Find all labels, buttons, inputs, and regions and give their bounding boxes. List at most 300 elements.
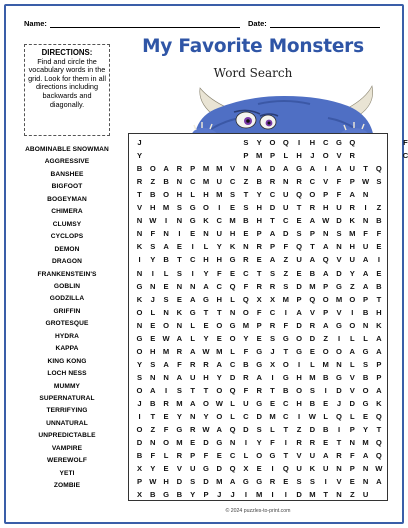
grid-letter[interactable]: Z [283, 268, 289, 278]
grid-letter[interactable]: R [203, 359, 209, 369]
grid-letter[interactable]: P [376, 359, 382, 369]
grid-letter[interactable]: A [322, 451, 329, 461]
grid-letter[interactable]: Z [349, 490, 355, 500]
letter-grid[interactable] [128, 133, 408, 501]
grid-letter[interactable]: P [190, 451, 196, 461]
grid-letter[interactable]: F [243, 346, 249, 356]
grid-letter[interactable]: S [283, 281, 289, 291]
grid-letter[interactable]: E [230, 203, 236, 213]
grid-letter[interactable]: N [176, 320, 183, 330]
grid-letter[interactable]: R [309, 203, 316, 213]
grid-letter[interactable]: D [283, 229, 289, 239]
grid-letter[interactable]: N [136, 216, 143, 226]
grid-letter[interactable]: G [296, 346, 303, 356]
grid-letter[interactable]: J [270, 346, 275, 356]
grid-letter[interactable]: T [376, 294, 382, 304]
grid-letter[interactable]: S [230, 190, 236, 200]
grid-letter[interactable]: P [376, 372, 382, 382]
grid-letter[interactable]: B [322, 425, 329, 435]
grid-letter[interactable]: S [176, 203, 182, 213]
grid-letter[interactable]: D [216, 464, 223, 474]
grid-letter[interactable]: A [322, 242, 329, 252]
grid-letter[interactable]: T [270, 385, 275, 395]
grid-letter[interactable]: H [229, 229, 236, 239]
grid-letter[interactable]: V [336, 151, 342, 161]
grid-letter[interactable]: O [322, 346, 329, 356]
grid-letter[interactable]: P [296, 294, 302, 304]
grid-letter[interactable]: T [137, 190, 142, 200]
grid-letter[interactable]: U [283, 203, 289, 213]
grid-letter[interactable]: I [298, 138, 301, 147]
grid-letter[interactable]: V [336, 255, 342, 265]
grid-letter[interactable]: W [375, 464, 383, 474]
grid-letter[interactable]: D [296, 490, 302, 500]
grid-letter[interactable]: G [189, 216, 196, 226]
grid-letter[interactable]: N [136, 320, 143, 330]
grid-letter[interactable]: N [189, 412, 196, 422]
grid-letter[interactable]: N [243, 164, 249, 174]
grid-letter[interactable]: H [296, 372, 302, 382]
grid-letter[interactable]: Y [203, 333, 209, 343]
grid-letter[interactable]: T [190, 385, 195, 395]
grid-letter[interactable]: Y [136, 151, 143, 161]
grid-letter[interactable]: R [349, 151, 356, 161]
grid-letter[interactable]: F [150, 229, 156, 239]
grid-letter[interactable]: T [310, 242, 315, 252]
grid-letter[interactable]: B [309, 399, 316, 408]
grid-letter[interactable]: L [230, 294, 235, 304]
grid-letter[interactable]: C [283, 399, 289, 408]
grid-letter[interactable]: S [190, 477, 196, 487]
grid-letter[interactable]: G [203, 464, 209, 474]
grid-letter[interactable]: U [243, 399, 249, 408]
grid-letter[interactable]: O [309, 190, 316, 200]
grid-letter[interactable]: H [376, 307, 382, 317]
grid-letter[interactable]: E [216, 333, 222, 343]
grid-letter[interactable]: B [362, 372, 369, 382]
grid-letter[interactable]: G [163, 490, 170, 500]
grid-letter[interactable]: I [165, 385, 168, 395]
grid-letter[interactable]: L [190, 190, 195, 200]
grid-letter[interactable]: O [136, 425, 143, 435]
grid-letter[interactable]: M [176, 399, 183, 408]
grid-letter[interactable]: A [376, 385, 382, 395]
grid-letter[interactable]: O [203, 399, 209, 408]
grid-letter[interactable]: M [229, 216, 236, 226]
grid-letter[interactable]: S [296, 229, 302, 239]
grid-letter[interactable]: N [362, 477, 369, 487]
date-line[interactable] [270, 19, 380, 28]
grid-letter[interactable]: X [269, 359, 276, 369]
grid-letter[interactable]: L [190, 333, 195, 343]
grid-letter[interactable]: N [243, 242, 249, 252]
grid-letter[interactable]: W [162, 333, 170, 343]
grid-letter[interactable]: T [283, 425, 289, 435]
grid-letter[interactable]: O [163, 190, 170, 200]
grid-letter[interactable]: Y [243, 333, 249, 343]
grid-letter[interactable]: X [243, 464, 249, 474]
grid-letter[interactable]: V [336, 477, 342, 487]
grid-letter[interactable]: E [309, 346, 315, 356]
grid-letter[interactable]: T [177, 255, 182, 265]
grid-letter[interactable]: N [283, 177, 289, 187]
grid-letter[interactable]: R [189, 425, 196, 435]
grid-letter[interactable]: Q [296, 242, 303, 252]
grid-letter[interactable]: D [336, 216, 342, 226]
grid-letter[interactable]: Q [229, 281, 236, 291]
grid-letter[interactable]: A [309, 216, 316, 226]
grid-letter[interactable]: D [243, 425, 249, 435]
grid-letter[interactable]: M [335, 294, 343, 304]
grid-letter[interactable]: H [256, 216, 262, 226]
grid-letter[interactable]: L [270, 425, 275, 435]
grid-letter[interactable]: T [243, 190, 249, 200]
grid-letter[interactable]: R [176, 451, 183, 461]
grid-letter[interactable]: I [284, 490, 287, 500]
grid-letter[interactable]: L [310, 359, 315, 369]
grid-letter[interactable]: S [363, 359, 369, 369]
grid-letter[interactable]: I [337, 425, 341, 435]
grid-letter[interactable]: C [269, 307, 276, 317]
grid-letter[interactable]: A [216, 359, 223, 369]
grid-letter[interactable]: A [256, 164, 262, 174]
grid-letter[interactable]: E [176, 242, 182, 252]
grid-letter[interactable]: Q [349, 138, 356, 147]
grid-letter[interactable]: F [376, 229, 382, 239]
grid-letter[interactable]: E [163, 464, 169, 474]
grid-letter[interactable]: Q [229, 385, 236, 395]
grid-letter[interactable]: O [269, 138, 276, 147]
grid-letter[interactable]: H [203, 255, 209, 265]
grid-letter[interactable]: A [269, 229, 276, 239]
grid-letter[interactable]: A [349, 190, 356, 200]
grid-letter[interactable]: S [296, 477, 302, 487]
grid-letter[interactable]: H [349, 242, 356, 252]
grid-letter[interactable]: T [296, 203, 302, 213]
grid-letter[interactable]: E [150, 333, 156, 343]
grid-letter[interactable]: R [269, 281, 276, 291]
grid-letter[interactable]: P [203, 490, 209, 500]
grid-letter[interactable]: G [203, 294, 209, 304]
grid-letter[interactable]: W [202, 346, 210, 356]
grid-letter[interactable]: B [136, 164, 143, 174]
grid-letter[interactable]: M [309, 490, 316, 500]
grid-letter[interactable]: U [283, 190, 289, 200]
grid-letter[interactable]: M [309, 281, 316, 291]
grid-letter[interactable]: K [136, 294, 143, 304]
grid-letter[interactable]: W [202, 425, 210, 435]
grid-letter[interactable]: H [163, 477, 169, 487]
grid-letter[interactable]: E [203, 320, 209, 330]
grid-letter[interactable]: B [163, 255, 169, 265]
grid-letter[interactable]: D [229, 372, 236, 382]
grid-letter[interactable]: Y [256, 438, 262, 448]
grid-letter[interactable]: G [229, 255, 236, 265]
grid-letter[interactable]: A [376, 477, 382, 487]
grid-letter[interactable]: H [203, 372, 209, 382]
grid-letter[interactable]: H [150, 346, 156, 356]
grid-letter[interactable]: D [176, 477, 183, 487]
grid-letter[interactable]: Q [322, 255, 329, 265]
grid-letter[interactable]: D [256, 412, 262, 422]
grid-letter[interactable]: Q [375, 438, 382, 448]
grid-letter[interactable]: O [336, 346, 342, 356]
grid-letter[interactable]: L [349, 359, 355, 369]
grid-letter[interactable]: G [282, 333, 289, 343]
grid-letter[interactable]: I [271, 372, 274, 382]
grid-letter[interactable]: L [243, 451, 249, 461]
grid-letter[interactable]: X [269, 294, 276, 304]
grid-letter[interactable]: A [163, 359, 169, 369]
grid-letter[interactable]: V [336, 307, 342, 317]
grid-letter[interactable]: F [203, 451, 209, 461]
grid-letter[interactable]: I [377, 255, 380, 265]
grid-letter[interactable]: A [269, 255, 276, 265]
grid-letter[interactable]: R [136, 177, 143, 187]
grid-letter[interactable]: A [296, 307, 302, 317]
grid-letter[interactable]: N [362, 190, 369, 200]
grid-letter[interactable]: P [323, 281, 329, 291]
grid-letter[interactable]: V [309, 307, 315, 317]
grid-letter[interactable]: H [176, 190, 183, 200]
grid-letter[interactable]: L [363, 333, 368, 343]
grid-letter[interactable]: H [309, 138, 316, 147]
grid-letter[interactable]: E [190, 229, 196, 239]
grid-letter[interactable]: I [165, 216, 168, 226]
grid-letter[interactable]: X [256, 294, 262, 304]
grid-letter[interactable]: G [296, 164, 303, 174]
grid-letter[interactable]: R [243, 372, 249, 382]
grid-letter[interactable]: T [150, 412, 156, 422]
grid-letter[interactable]: V [176, 464, 182, 474]
grid-letter[interactable]: R [256, 281, 262, 291]
grid-letter[interactable]: D [203, 477, 209, 487]
grid-letter[interactable]: C [229, 451, 236, 461]
grid-letter[interactable]: E [256, 464, 262, 474]
grid-letter[interactable]: D [336, 268, 342, 278]
grid-letter[interactable]: E [256, 333, 262, 343]
grid-letter[interactable]: K [309, 464, 316, 474]
grid-letter[interactable]: I [191, 242, 194, 252]
grid-letter[interactable]: K [349, 216, 356, 226]
grid-letter[interactable]: S [309, 477, 315, 487]
grid-letter[interactable]: X [136, 464, 143, 474]
grid-letter[interactable]: C [216, 216, 223, 226]
grid-letter[interactable]: E [349, 477, 355, 487]
grid-letter[interactable]: M [216, 190, 223, 200]
grid-letter[interactable]: I [271, 464, 274, 474]
grid-letter[interactable]: G [229, 320, 236, 330]
grid-letter[interactable]: C [243, 412, 249, 422]
grid-letter[interactable]: M [202, 177, 210, 187]
grid-letter[interactable]: Y [203, 412, 209, 422]
grid-letter[interactable]: H [150, 203, 156, 213]
grid-letter[interactable]: Z [150, 177, 156, 187]
grid-letter[interactable]: I [138, 255, 141, 265]
grid-letter[interactable]: I [364, 203, 367, 213]
grid-letter[interactable]: O [256, 451, 263, 461]
grid-letter[interactable]: W [308, 412, 316, 422]
grid-letter[interactable]: G [362, 346, 369, 356]
grid-letter[interactable]: Q [229, 425, 236, 435]
grid-letter[interactable]: B [150, 190, 156, 200]
date-field[interactable] [248, 19, 380, 28]
grid-letter[interactable]: G [336, 372, 342, 382]
grid-letter[interactable]: A [189, 399, 196, 408]
grid-letter[interactable]: H [203, 190, 209, 200]
grid-letter[interactable]: A [309, 164, 316, 174]
grid-letter[interactable]: A [216, 425, 223, 435]
grid-letter[interactable]: N [163, 307, 169, 317]
grid-letter[interactable]: A [336, 164, 342, 174]
grid-letter[interactable]: U [296, 255, 302, 265]
grid-letter[interactable]: L [190, 320, 195, 330]
grid-letter[interactable]: C [283, 412, 289, 422]
grid-letter[interactable]: N [336, 242, 342, 252]
grid-letter[interactable]: I [284, 438, 287, 448]
grid-letter[interactable]: N [163, 372, 169, 382]
grid-letter[interactable]: P [323, 190, 329, 200]
grid-letter[interactable]: N [229, 307, 236, 317]
grid-letter[interactable]: A [256, 372, 262, 382]
grid-letter[interactable]: N [136, 268, 143, 278]
grid-letter[interactable]: L [323, 412, 328, 422]
grid-letter[interactable]: F [283, 320, 289, 330]
grid-letter[interactable]: N [176, 281, 183, 291]
grid-letter[interactable]: K [176, 307, 183, 317]
grid-letter[interactable]: N [336, 359, 342, 369]
grid-letter[interactable]: N [136, 229, 143, 239]
grid-letter[interactable]: U [189, 464, 196, 474]
grid-letter[interactable]: T [270, 216, 275, 226]
grid-letter[interactable]: C [229, 177, 236, 187]
grid-letter[interactable]: A [322, 268, 329, 278]
grid-letter[interactable]: E [296, 268, 302, 278]
grid-letter[interactable]: U [296, 464, 302, 474]
grid-letter[interactable]: N [362, 216, 369, 226]
grid-letter[interactable]: E [323, 399, 329, 408]
grid-letter[interactable]: U [336, 203, 342, 213]
grid-letter[interactable]: N [336, 464, 342, 474]
grid-letter[interactable]: B [362, 307, 369, 317]
grid-letter[interactable]: F [349, 451, 355, 461]
grid-letter[interactable]: Q [375, 164, 382, 174]
grid-letter[interactable]: G [136, 333, 143, 343]
grid-letter[interactable]: N [362, 464, 369, 474]
grid-letter[interactable]: W [149, 216, 157, 226]
grid-letter[interactable]: Z [150, 425, 156, 435]
grid-letter[interactable]: E [190, 438, 196, 448]
grid-letter[interactable]: Q [309, 294, 316, 304]
grid-letter[interactable]: I [324, 385, 327, 395]
grid-letter[interactable]: S [150, 242, 156, 252]
grid-letter[interactable]: S [243, 138, 249, 147]
grid-letter[interactable]: A [362, 281, 369, 291]
grid-letter[interactable]: K [376, 320, 382, 330]
grid-letter[interactable]: M [216, 164, 223, 174]
grid-letter[interactable]: H [296, 151, 302, 161]
grid-letter[interactable]: Q [282, 464, 289, 474]
grid-letter[interactable]: J [217, 490, 222, 500]
grid-letter[interactable]: L [163, 268, 169, 278]
grid-letter[interactable]: M [322, 359, 329, 369]
grid-letter[interactable]: Y [150, 255, 156, 265]
grid-letter[interactable]: N [189, 281, 196, 291]
grid-letter[interactable]: B [150, 399, 156, 408]
grid-letter[interactable]: B [150, 490, 156, 500]
grid-letter[interactable]: L [150, 307, 156, 317]
grid-letter[interactable]: J [150, 294, 155, 304]
grid-letter[interactable]: M [216, 346, 223, 356]
grid-letter[interactable]: G [336, 320, 342, 330]
grid-letter[interactable]: M [162, 203, 170, 213]
grid-letter[interactable]: B [243, 359, 249, 369]
grid-letter[interactable]: P [349, 177, 355, 187]
grid-letter[interactable]: V [323, 177, 329, 187]
grid-letter[interactable]: B [322, 372, 329, 382]
grid-letter[interactable]: S [150, 359, 156, 369]
grid-letter[interactable]: R [176, 164, 183, 174]
grid-letter[interactable]: G [189, 307, 196, 317]
grid-letter[interactable]: I [284, 307, 287, 317]
grid-letter[interactable]: P [269, 151, 276, 161]
grid-letter[interactable]: Y [203, 268, 209, 278]
grid-letter[interactable]: R [309, 320, 316, 330]
grid-letter[interactable]: V [136, 203, 143, 213]
grid-letter[interactable]: Z [323, 333, 328, 343]
grid-letter[interactable]: I [138, 412, 141, 422]
grid-letter[interactable]: A [163, 242, 169, 252]
grid-letter[interactable]: L [230, 346, 235, 356]
grid-letter[interactable]: C [189, 255, 196, 265]
grid-letter[interactable]: C [283, 216, 289, 226]
grid-letter[interactable]: A [362, 451, 369, 461]
grid-letter[interactable]: D [269, 203, 276, 213]
grid-letter[interactable]: A [362, 255, 369, 265]
grid-letter[interactable]: R [309, 438, 316, 448]
grid-letter[interactable]: T [283, 451, 289, 461]
grid-letter[interactable]: B [256, 177, 262, 187]
grid-letter[interactable]: M [162, 346, 170, 356]
grid-letter[interactable]: S [163, 294, 169, 304]
grid-letter[interactable]: Q [375, 451, 382, 461]
grid-letter[interactable]: L [203, 242, 209, 252]
grid-letter[interactable]: I [324, 477, 327, 487]
grid-letter[interactable]: B [243, 216, 249, 226]
grid-letter[interactable]: E [296, 216, 302, 226]
grid-letter[interactable]: O [136, 346, 143, 356]
grid-letter[interactable]: M [309, 372, 316, 382]
grid-letter[interactable]: O [322, 151, 329, 161]
grid-letter[interactable]: T [336, 438, 342, 448]
grid-letter[interactable]: F [243, 281, 249, 291]
grid-letter[interactable]: X [136, 490, 143, 500]
grid-letter[interactable]: G [362, 399, 369, 408]
grid-letter[interactable]: Z [243, 177, 249, 187]
grid-letter[interactable]: M [269, 412, 276, 422]
grid-letter[interactable]: I [271, 490, 274, 500]
grid-letter[interactable]: G [256, 346, 263, 356]
grid-letter[interactable]: E [323, 438, 329, 448]
grid-letter[interactable]: N [150, 281, 156, 291]
grid-letter[interactable]: K [229, 242, 236, 252]
grid-letter[interactable]: T [376, 425, 382, 435]
grid-letter[interactable]: K [203, 216, 209, 226]
grid-letter[interactable]: O [203, 203, 209, 213]
grid-letter[interactable]: E [269, 399, 276, 408]
grid-letter[interactable]: R [269, 320, 276, 330]
grid-letter[interactable]: S [309, 385, 315, 395]
